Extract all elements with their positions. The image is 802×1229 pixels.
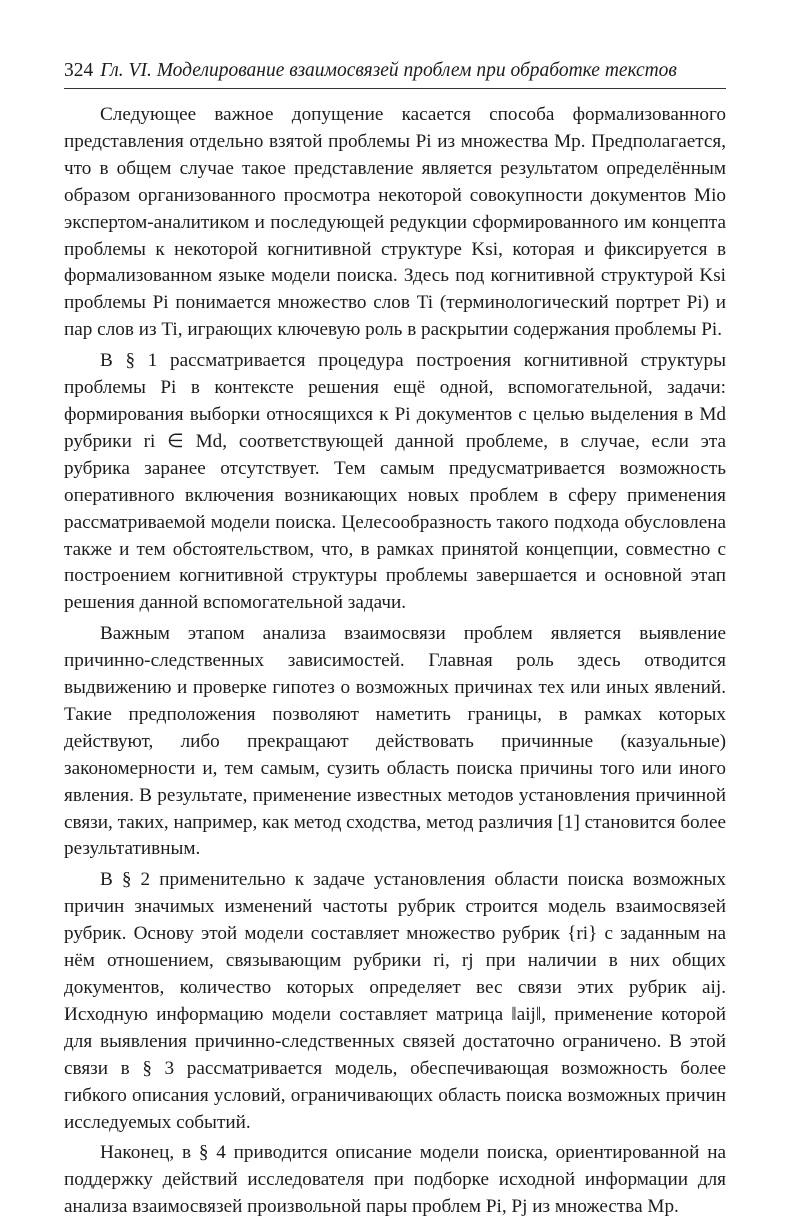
paragraph: Важным этапом анализа взаимосвязи проблем является выявление причинно-следственных зависимостей. Главная роль здесь отводится выдвижению и проверке гипотез о возможных причинах тех или иных явлений. Такие предположения позволяют наметить границы, в рамках которых действуют, либо прекращают действовать причинные (казуальные) закономерности и, тем самым, сузить область поиска причины того или иного явления. В результате, применение известных методов установления причинной связи, таких, например, как метод сходства, метод различия [1] становится более результативным. bbox=[64, 623, 726, 860]
paragraph: В § 1 рассматривается процедура построения когнитивной структуры проблемы Pi в контексте решения ещё одной, вспомогательной, задачи: формирования выборки относящихся к Pi документов с целью выделения в Md рубрики ri ∈ Md, соответствующей данной проблеме, в случае, если эта рубрика заранее отсутствует. Тем самым предусматривается возможность оперативного включения возникающих новых проблем в сферу применения рассматриваемой модели поиска. Целесообразность такого подхода обусловлена также и тем обстоятельством, что, в рамках принятой концепции, совместно с построением когнитивной структуры проблемы завершается и основной этап решения данной вспомогательной задачи. bbox=[64, 350, 726, 614]
chapter-title: Гл. VI. Моделирование взаимосвязей проблем при обработке текстов bbox=[100, 60, 677, 81]
page-number: 324 bbox=[64, 60, 94, 81]
running-header bbox=[64, 58, 726, 89]
paragraph: Наконец, в § 4 приводится описание модели поиска, ориентированной на поддержку действий исследователя при подборке исходной информации для анализа взаимосвязей произвольной пары проблем Pi, Pj из множества Mp. bbox=[64, 1142, 726, 1218]
body-text bbox=[64, 102, 726, 1221]
paragraph: В § 2 применительно к задаче установления области поиска возможных причин значимых изменений частоты рубрик строится модель взаимосвязей рубрик. Основу этой модели составляет множество рубрик {ri} с заданным на нём отношением, связывающим рубрики ri, rj при наличии в них общих документов, количество которых определяет вес связи этих рубрик aij. Исходную информацию модели составляет матрица ‖aij‖, применение которой для выявления причинно-следственных связей достаточно ограничено. В этой связи в § 3 рассматривается модель, обеспечивающая возможность более гибкого описания условий, ограничивающих область поиска возможных причин исследуемых событий. bbox=[64, 869, 726, 1133]
paragraph: Следующее важное допущение касается способа формализованного представления отдельно взятой проблемы Pi из множества Mp. Предполагается, что в общем случае такое представление является результатом определённым образом организованного просмотра некоторой совокупности документов Mio экспертом-аналитиком и последующей редукции сформированного им концепта проблемы к некоторой когнитивной структуре Ksi, которая и фиксируется в формализованном языке модели поиска. Здесь под когнитивной структурой Ksi проблемы Pi понимается множество слов Ti (терминологический портрет Pi) и пар слов из Ti, играющих ключевую роль в раскрытии содержания проблемы Pi. bbox=[64, 104, 726, 341]
